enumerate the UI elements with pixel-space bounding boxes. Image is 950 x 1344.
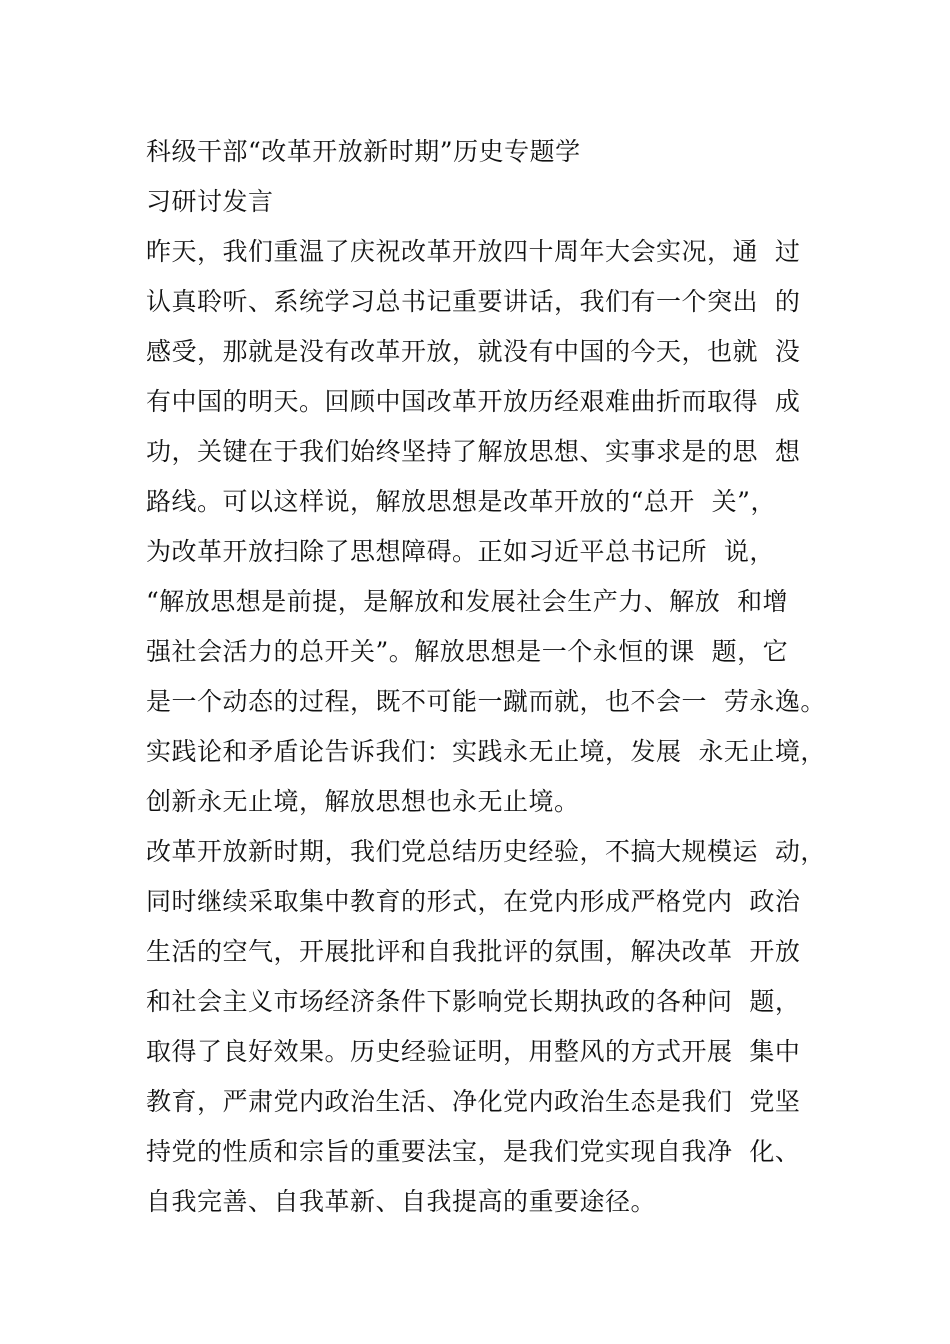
paragraph-1-line-9: 强社会活力的总开关”。解放思想是一个永恒的课 题，它 — [146, 637, 789, 666]
paragraph-2-line-2: 同时继续采取集中教育的形式，在党内形成严格党内 政治 — [146, 887, 801, 916]
paragraph-1-line-1: 昨天，我们重温了庆祝改革开放四十周年大会实况，通 过 — [146, 237, 801, 266]
paragraph-2-line-6: 教育，严肃党内政治生活、净化党内政治生态是我们 党坚 — [146, 1087, 801, 1116]
paragraph-1-line-5: 功，关键在于我们始终坚持了解放思想、实事求是的思 想 — [146, 437, 801, 466]
paragraph-1-line-12: 创新永无止境，解放思想也永无止境。 — [146, 787, 580, 816]
paragraph-1-line-6: 路线。可以这样说，解放思想是改革开放的“总开 关”， — [146, 487, 776, 516]
paragraph-2-line-4: 和社会主义市场经济条件下影响党长期执政的各种问 题， — [146, 987, 801, 1016]
paragraph-1-line-8: “解放思想是前提，是解放和发展社会生产力、解放 和增 — [146, 587, 789, 616]
paragraph-2-line-5: 取得了良好效果。历史经验证明，用整风的方式开展 集中 — [146, 1037, 801, 1066]
document-title-line-1: 科级干部“改革开放新时期”历史专题学 — [146, 137, 581, 166]
paragraph-1-line-11: 实践论和矛盾论告诉我们：实践永无止境，发展 永无止境， — [146, 737, 826, 766]
paragraph-2-line-3: 生活的空气，开展批评和自我批评的氛围，解决改革 开放 — [146, 937, 801, 966]
paragraph-2-line-1: 改革开放新时期，我们党总结历史经验，不搞大规模运 动， — [146, 837, 826, 866]
document-title-line-2: 习研讨发言 — [146, 187, 274, 216]
paragraph-1-line-10: 是一个动态的过程，既不可能一蹴而就，也不会一 劳永逸。 — [146, 687, 826, 716]
paragraph-1-line-3: 感受，那就是没有改革开放，就没有中国的今天，也就 没 — [146, 337, 801, 366]
paragraph-1-line-7: 为改革开放扫除了思想障碍。正如习近平总书记所 说， — [146, 537, 775, 566]
paragraph-2-line-7: 持党的性质和宗旨的重要法宝，是我们党实现自我净 化、 — [146, 1137, 801, 1166]
paragraph-2-line-8: 自我完善、自我革新、自我提高的重要途径。 — [146, 1187, 657, 1216]
paragraph-1-line-2: 认真聆听、系统学习总书记重要讲话，我们有一个突出 的 — [146, 287, 801, 316]
paragraph-1-line-4: 有中国的明天。回顾中国改革开放历经艰难曲折而取得 成 — [146, 387, 801, 416]
